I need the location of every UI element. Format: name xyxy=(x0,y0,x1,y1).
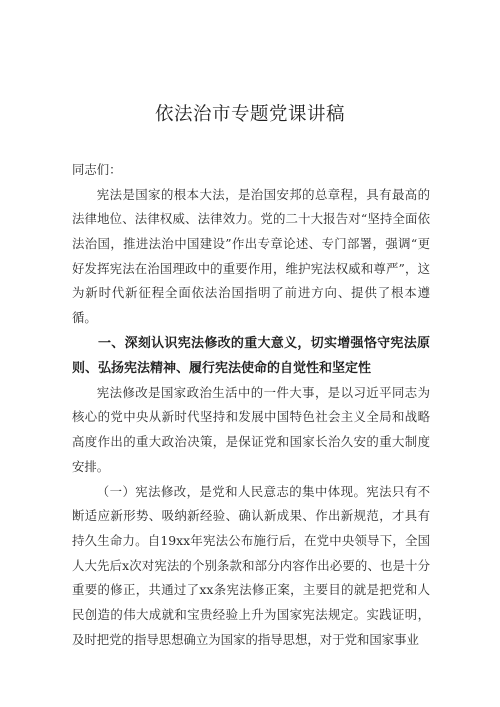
document-body xyxy=(72,158,430,652)
paragraph-subsection-1: （一）宪法修改，是党和人民意志的集中体现。宪法只有不断适应新形势、吸纳新经验、确认新成果、作出新规范，才具有持久生命力。自19xx年宪法公布施行后，在党中央领导下，全国人大先后x次对宪法的个别条款和部分内容作出必要的、也是十分重要的修正，共通过了xx条宪法修正案，主要目的就是把党和人民创造的伟大成就和宝贵经验上升为国家宪法规定。实践证明，及时把党的指导思想确立为国家的指导思想，对于党和国家事业 xyxy=(72,483,430,647)
paragraph-intro: 宪法是国家的根本大法，是治国安邦的总章程，具有最高的法律地位、法律权威、法律效力。党的二十大报告对“坚持全面依法治国，推进法治中国建设”作出专章论述、专门部署，强调“更好发挥宪法在治国理政中的重要作用，维护宪法权威和尊严”，这为新时代新征程全面依法治国指明了前进方向、提供了根本遵循。 xyxy=(72,186,430,326)
section-heading-1: 一、深刻认识宪法修改的重大意义，切实增强恪守宪法原则、弘扬宪法精神、履行宪法使命的自觉性和坚定性 xyxy=(72,335,430,376)
document-title: 依法治市专题党课讲稿 xyxy=(154,104,345,125)
greeting: 同志们： xyxy=(72,162,122,177)
paragraph-section-1: 宪法修改是国家政治生活中的一件大事，是以习近平同志为核心的党中央从新时代坚持和发展中国特色社会主义全局和战略高度作出的重大政治决策，是保证党和国家长治久安的重大制度安排。 xyxy=(72,384,430,474)
